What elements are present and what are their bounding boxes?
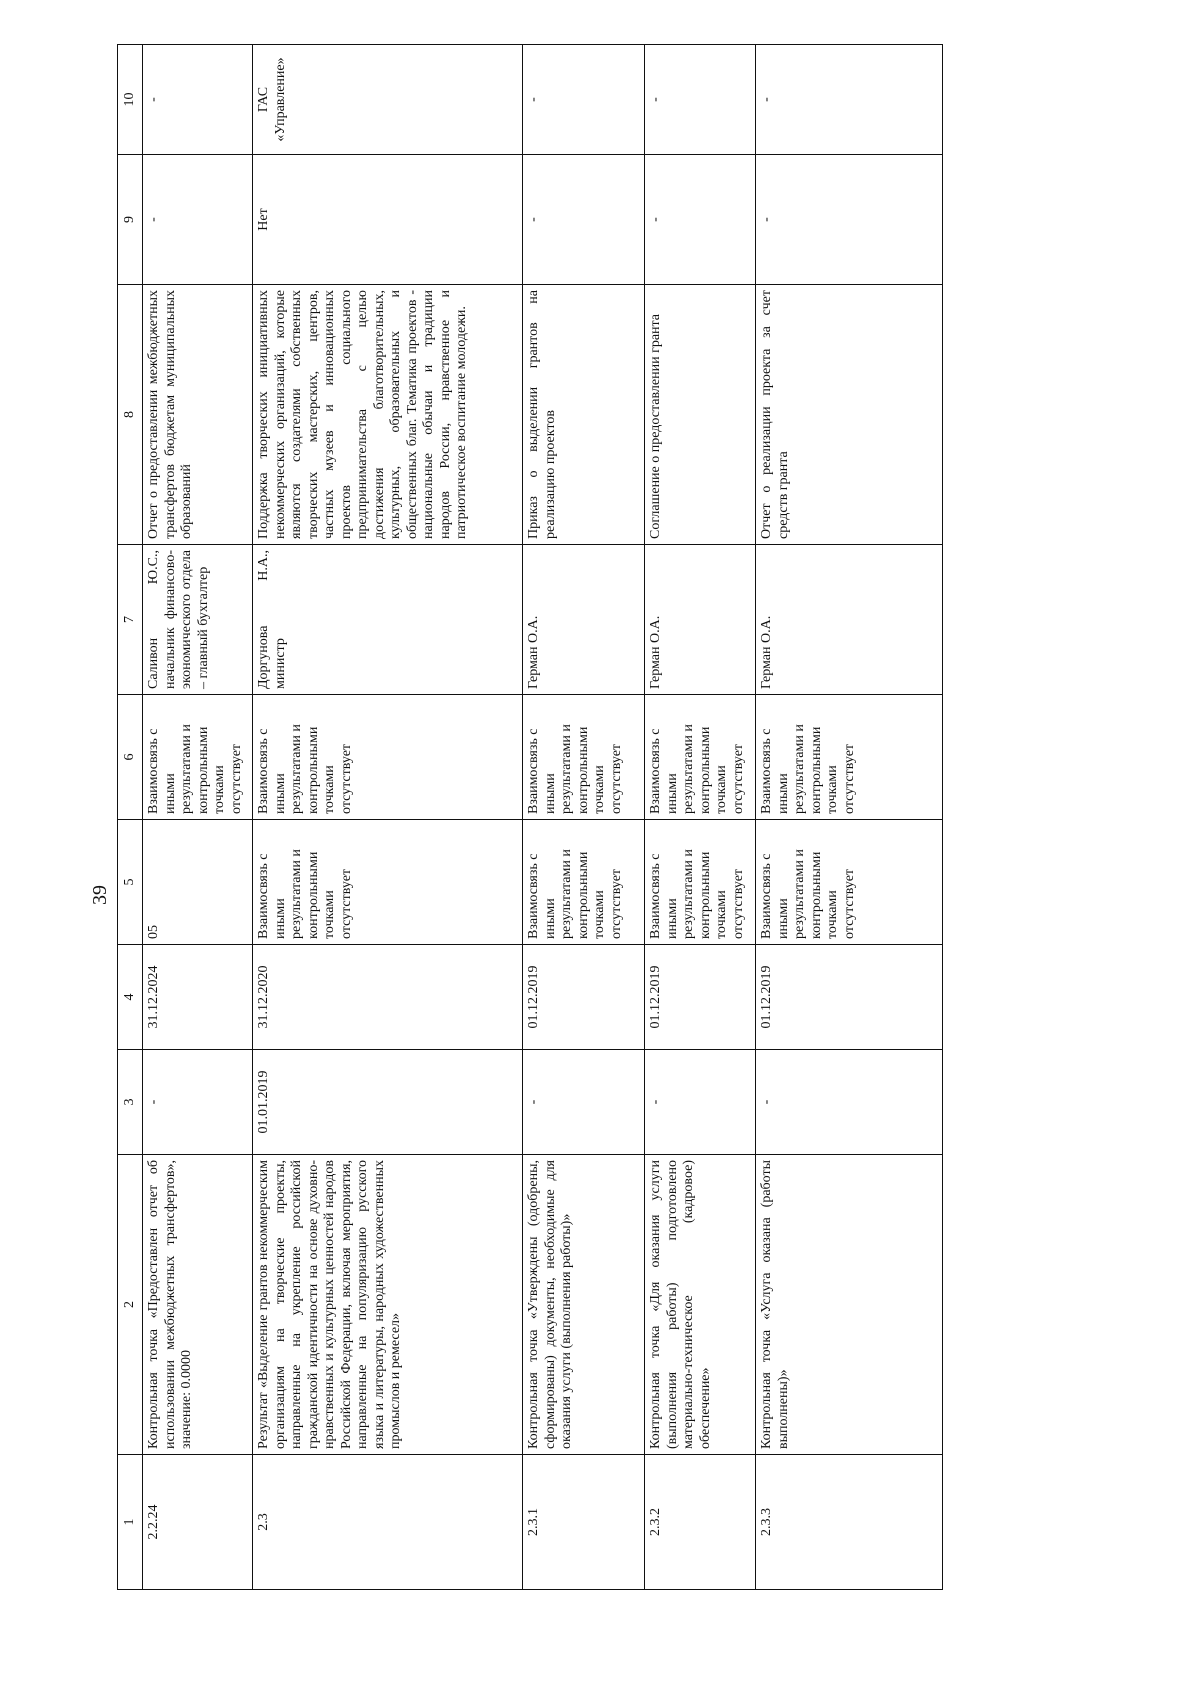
- column-header: 7: [118, 545, 143, 695]
- column-header: 3: [118, 1050, 143, 1155]
- row-prev-link: Взаимосвязь с иными результатами и контрольными точками отсутствует: [523, 820, 645, 945]
- row-name: Контрольная точка «Утверждены (одобрены, сформированы) документы, необходимые для оказания услуги (выполнения работы)»: [523, 1155, 645, 1455]
- row-responsible: Доргунова Н.А., министр: [253, 545, 523, 695]
- row-system: -: [523, 45, 645, 155]
- row-next-link: Взаимосвязь с иными результатами и контрольными точками отсутствует: [523, 695, 645, 820]
- column-header: 10: [118, 45, 143, 155]
- row-start-date: -: [143, 1050, 253, 1155]
- row-result: Поддержка творческих инициативных некоммерческих организаций, которые являются создателями собственных творческих мастерских, центров, частных музеев и инновационных проектов социального предпринимательства с целью достижения благотворительных, культурных, образовательных и общественных благ. Тематика проектов - национальные обычаи и традиции народов России, нравственное и патриотическое воспитание молодежи.: [253, 285, 523, 545]
- row-result: Отчет о предоставлении межбюджетных трансфертов бюджетам муниципальных образований: [143, 285, 253, 545]
- column-header: 8: [118, 285, 143, 545]
- row-number: 2.2.24: [143, 1455, 253, 1590]
- table-row: [645, 45, 756, 1590]
- row-name: Контрольная точка «Для оказания услуги (выполнения работы) подготовлено материально-техническое (кадровое) обеспечение»: [645, 1155, 756, 1455]
- column-header: 6: [118, 695, 143, 820]
- row-end-date: 01.12.2019: [645, 945, 756, 1050]
- row-system: ГАС «Управление»: [253, 45, 523, 155]
- row-number: 2.3.3: [756, 1455, 943, 1590]
- header-row: [118, 45, 143, 1590]
- row-level: -: [523, 155, 645, 285]
- row-system: -: [645, 45, 756, 155]
- row-prev-link: 05: [143, 820, 253, 945]
- column-header: 4: [118, 945, 143, 1050]
- row-number: 2.3: [253, 1455, 523, 1590]
- row-responsible: Саливон Ю.С., начальник финансово-экономического отдела – главный бухгалтер: [143, 545, 253, 695]
- table-row: [523, 45, 645, 1590]
- row-end-date: 01.12.2019: [523, 945, 645, 1050]
- row-result: Приказ о выделении грантов на реализацию проектов: [523, 285, 645, 545]
- row-start-date: 01.01.2019: [253, 1050, 523, 1155]
- table-row: [253, 45, 523, 1590]
- row-next-link: Взаимосвязь с иными результатами и контрольными точками отсутствует: [143, 695, 253, 820]
- page-number: 39: [89, 885, 111, 905]
- row-responsible: Герман О.А.: [645, 545, 756, 695]
- row-result: Соглашение о предоставлении гранта: [645, 285, 756, 545]
- row-end-date: 01.12.2019: [756, 945, 943, 1050]
- row-next-link: Взаимосвязь с иными результатами и контрольными точками отсутствует: [645, 695, 756, 820]
- row-number: 2.3.1: [523, 1455, 645, 1590]
- row-responsible: Герман О.А.: [756, 545, 943, 695]
- table-row: [756, 45, 943, 1590]
- column-header: 5: [118, 820, 143, 945]
- column-header: 9: [118, 155, 143, 285]
- row-end-date: 31.12.2020: [253, 945, 523, 1050]
- row-number: 2.3.2: [645, 1455, 756, 1590]
- row-level: -: [645, 155, 756, 285]
- column-header: 2: [118, 1155, 143, 1455]
- row-next-link: Взаимосвязь с иными результатами и контрольными точками отсутствует: [253, 695, 523, 820]
- row-name: Результат «Выделение грантов некоммерческим организациям на творческие проекты, направленные на укрепление российской гражданской идентичности на основе духовно-нравственных и культурных ценностей народов Российской Федерации, включая мероприятия, направленные на популяризацию русского языка и литературы, народных художественных промыслов и ремесел»: [253, 1155, 523, 1455]
- rotated-table-wrapper: [117, 45, 942, 1590]
- plan-table: [117, 44, 943, 1590]
- row-name: Контрольная точка «Услуга оказана (работы выполнены)»: [756, 1155, 943, 1455]
- row-next-link: Взаимосвязь с иными результатами и контрольными точками отсутствует: [756, 695, 943, 820]
- row-prev-link: Взаимосвязь с иными результатами и контрольными точками отсутствует: [253, 820, 523, 945]
- row-name: Контрольная точка «Предоставлен отчет об использовании межбюджетных трансфертов», значение: 0.0000: [143, 1155, 253, 1455]
- row-level: -: [756, 155, 943, 285]
- row-prev-link: Взаимосвязь с иными результатами и контрольными точками отсутствует: [645, 820, 756, 945]
- column-header: 1: [118, 1455, 143, 1590]
- row-start-date: -: [523, 1050, 645, 1155]
- row-system: -: [143, 45, 253, 155]
- row-end-date: 31.12.2024: [143, 945, 253, 1050]
- row-prev-link: Взаимосвязь с иными результатами и контрольными точками отсутствует: [756, 820, 943, 945]
- row-level: -: [143, 155, 253, 285]
- row-system: -: [756, 45, 943, 155]
- row-result: Отчет о реализации проекта за счет средств гранта: [756, 285, 943, 545]
- row-start-date: -: [645, 1050, 756, 1155]
- row-level: Нет: [253, 155, 523, 285]
- row-start-date: -: [756, 1050, 943, 1155]
- row-responsible: Герман О.А.: [523, 545, 645, 695]
- table-row: [143, 45, 253, 1590]
